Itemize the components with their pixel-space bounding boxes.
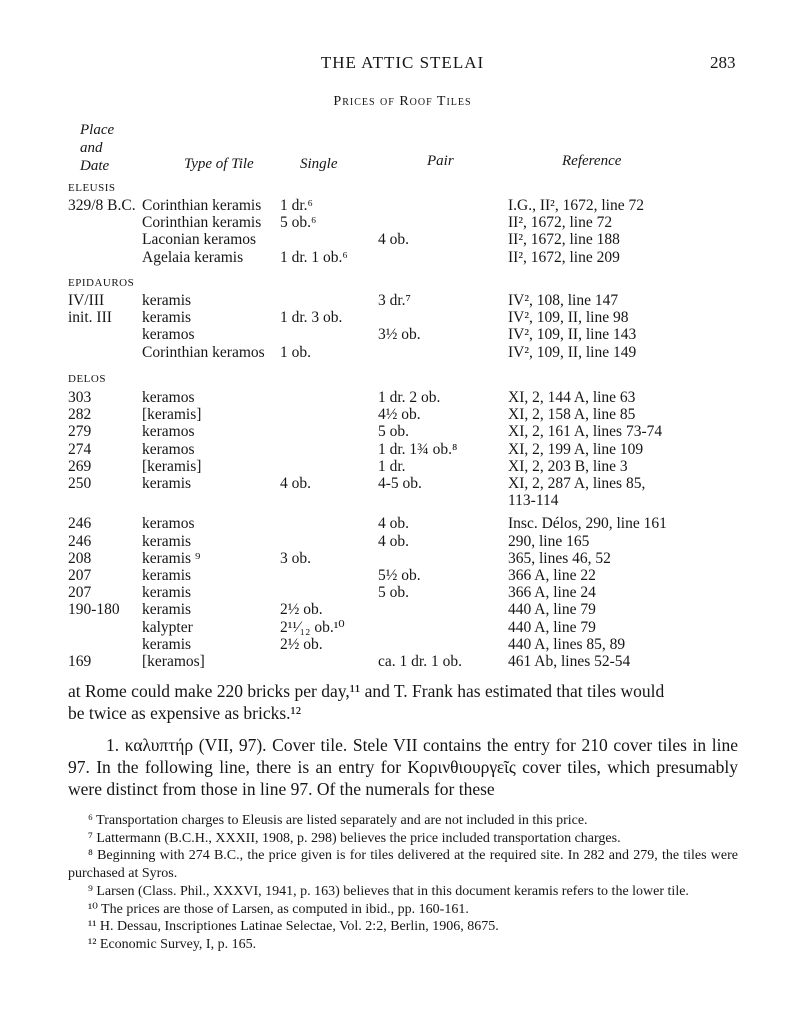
cell-type: keramis ⁹ (142, 549, 201, 567)
cell-date: 269 (68, 457, 92, 475)
footnote: ⁶ Transportation charges to Eleusis are listed separately and are not included in this price. (88, 813, 588, 828)
table-row (0, 550, 805, 567)
cell-type: keramos (142, 515, 195, 533)
cell-type: Corinthian keramos (142, 343, 265, 361)
cell-ref: XI, 2, 287 A, lines 85, (508, 475, 646, 492)
footnotes (68, 812, 738, 954)
cell-date: 246 (68, 515, 92, 533)
cell-pair: 5 ob. (378, 423, 409, 441)
cell-ref: 440 A, line 79 (508, 618, 596, 636)
cell-type: keramos (142, 326, 195, 344)
cell-date: 303 (68, 389, 92, 406)
cell-ref: 113-114 (508, 492, 559, 510)
column-header-type: Type of Tile (184, 156, 254, 172)
table-row (0, 406, 805, 423)
cell-ref: XI, 2, 161 A, lines 73-74 (508, 423, 663, 441)
cell-ref: 290, line 165 (508, 532, 590, 550)
cell-type: keramis (142, 567, 192, 584)
table-row (0, 292, 805, 309)
table-row (0, 389, 805, 406)
table-row (0, 231, 805, 248)
cell-single: 1 ob. (280, 343, 311, 361)
cell-type: keramis (142, 475, 192, 492)
cell-date: 279 (68, 423, 92, 441)
section-label: DELOS (68, 373, 106, 385)
cell-date: 246 (68, 532, 92, 550)
column-header-single: Single (300, 156, 338, 172)
column-header-reference: Reference (562, 153, 622, 169)
table-row (0, 475, 805, 492)
cell-ref: 440 A, line 79 (508, 601, 596, 619)
cell-type: Corinthian keramis (142, 214, 262, 232)
table-row (0, 492, 805, 509)
body-line-2: be twice as expensive as bricks.¹² (68, 703, 302, 723)
table-row (0, 653, 805, 670)
table-title: Prices of Roof Tiles (333, 94, 472, 109)
cell-pair: ca. 1 dr. 1 ob. (378, 653, 462, 670)
cell-single: 2¹¹⁄₁₂ ob.¹⁰ (280, 618, 345, 636)
table-row (0, 533, 805, 550)
table-row (0, 326, 805, 343)
cell-pair: 1 dr. (378, 457, 406, 475)
cell-type: [keramos] (142, 653, 205, 670)
cell-ref: 461 Ab, lines 52-54 (508, 653, 631, 670)
cell-single: 1 dr. 3 ob. (280, 309, 343, 327)
cell-ref: IV², 109, II, line 98 (508, 309, 629, 327)
cell-ref: IV², 108, line 147 (508, 292, 619, 309)
section-label: ELEUSIS (68, 182, 116, 194)
cell-type: keramis (142, 309, 192, 327)
section-label: EPIDAUROS (68, 277, 135, 289)
cell-type: kalypter (142, 618, 193, 636)
cell-type: Laconian keramos (142, 231, 257, 249)
cell-date: 190-180 (68, 601, 120, 619)
cell-date: 207 (68, 567, 92, 584)
table-row (0, 344, 805, 361)
cell-single: 2½ ob. (280, 635, 323, 653)
cell-type: keramis (142, 601, 192, 619)
cell-type: [keramis] (142, 457, 202, 475)
table-row (0, 584, 805, 601)
table-row (0, 309, 805, 326)
cell-type: Agelaia keramis (142, 248, 244, 266)
cell-ref: IV², 109, II, line 149 (508, 343, 637, 361)
footnote: ¹² Economic Survey, I, p. 165. (88, 936, 257, 952)
cell-date: 250 (68, 475, 92, 492)
running-header: THE ATTIC STELAI (320, 53, 485, 72)
footnote: ⁷ Lattermann (B.C.H., XXXII, 1908, p. 298) believes the price included transportation charges. (88, 830, 621, 846)
cell-pair: 4½ ob. (378, 406, 421, 424)
table-row (0, 567, 805, 584)
table-row (0, 601, 805, 618)
table-row (0, 197, 805, 214)
body-line-1: at Rome could make 220 bricks per day,¹¹ and T. Frank has estimated that tiles would (68, 681, 665, 701)
cell-type: Corinthian keramis (142, 197, 262, 214)
table-row (0, 249, 805, 266)
cell-pair: 1 dr. 2 ob. (378, 389, 441, 406)
cell-ref: 440 A, lines 85, 89 (508, 635, 626, 653)
cell-date: 169 (68, 653, 92, 670)
cell-single: 4 ob. (280, 475, 311, 492)
cell-type: keramis (142, 635, 192, 653)
footnote: ⁸ Beginning with 274 B.C., the price given is for tiles delivered at the required site. In 282 and 279, the tiles were purchased at Syros. (68, 848, 738, 882)
cell-pair: 1 dr. 1¾ ob.⁸ (378, 440, 458, 458)
cell-type: keramos (142, 423, 195, 441)
cell-single: 5 ob.⁶ (280, 214, 317, 232)
cell-single: 1 dr. 1 ob.⁶ (280, 248, 348, 266)
cell-date: 208 (68, 549, 92, 567)
cell-single: 1 dr.⁶ (280, 197, 313, 214)
cell-ref: II², 1672, line 209 (508, 248, 620, 266)
cell-pair: 3 dr.⁷ (378, 292, 411, 309)
table-row (0, 441, 805, 458)
table-row (0, 636, 805, 653)
table-row (0, 619, 805, 636)
column-header-pair: Pair (427, 153, 454, 169)
footnote: ⁹ Larsen (Class. Phil., XXXVI, 1941, p. 163) believes that in this document keramis refers to the lower tile. (88, 883, 689, 899)
cell-ref: Insc. Délos, 290, line 161 (508, 515, 667, 533)
cell-pair: 5½ ob. (378, 567, 421, 584)
cell-ref: XI, 2, 158 A, line 85 (508, 406, 636, 424)
body-paragraph: 1. καλυπτήρ (VII, 97). Cover tile. Stele VII contains the entry for 210 cover tiles in line 97. In the following line, there is an entry for Κορινθιουργεῖς cover tiles, which presumably were distinct from those in line 97. Of the numerals for these (68, 735, 738, 799)
cell-pair: 4-5 ob. (378, 475, 422, 492)
cell-type: keramis (142, 292, 192, 309)
cell-date: init. III (68, 309, 112, 327)
cell-ref: II², 1672, line 72 (508, 214, 613, 232)
table-row (0, 515, 805, 532)
cell-ref: IV², 109, II, line 143 (508, 326, 637, 344)
cell-type: keramos (142, 440, 195, 458)
cell-pair: 3½ ob. (378, 326, 421, 344)
cell-ref: XI, 2, 144 A, line 63 (508, 389, 636, 406)
cell-ref: I.G., II², 1672, line 72 (508, 197, 644, 214)
table-row (0, 423, 805, 440)
cell-type: keramis (142, 532, 192, 550)
cell-pair: 5 ob. (378, 584, 409, 602)
footnote: ¹¹ H. Dessau, Inscriptiones Latinae Selectae, Vol. 2:2, Berlin, 1906, 8675. (88, 919, 499, 935)
cell-ref: 366 A, line 22 (508, 567, 596, 584)
cell-type: [keramis] (142, 406, 202, 424)
cell-ref: 365, lines 46, 52 (508, 549, 611, 567)
table-row (0, 214, 805, 231)
cell-date: IV/III (68, 292, 105, 309)
page-number: 283 (710, 53, 736, 72)
cell-date: 282 (68, 406, 92, 424)
cell-ref: XI, 2, 199 A, line 109 (508, 440, 644, 458)
cell-single: 2½ ob. (280, 601, 323, 619)
cell-ref: 366 A, line 24 (508, 584, 596, 602)
cell-date: 274 (68, 440, 92, 458)
cell-date: 207 (68, 584, 92, 602)
cell-pair: 4 ob. (378, 532, 409, 550)
table-row (0, 458, 805, 475)
cell-pair: 4 ob. (378, 515, 409, 533)
cell-pair: 4 ob. (378, 231, 409, 249)
cell-ref: II², 1672, line 188 (508, 231, 620, 249)
footnote: ¹⁰ The prices are those of Larsen, as computed in ibid., pp. 160-161. (88, 901, 469, 917)
cell-ref: XI, 2, 203 B, line 3 (508, 457, 628, 475)
cell-type: keramis (142, 584, 192, 602)
column-header-place-date: Place and Date (80, 122, 115, 174)
cell-single: 3 ob. (280, 549, 311, 567)
cell-type: keramos (142, 389, 195, 406)
cell-date: 329/8 B.C. (68, 197, 136, 214)
